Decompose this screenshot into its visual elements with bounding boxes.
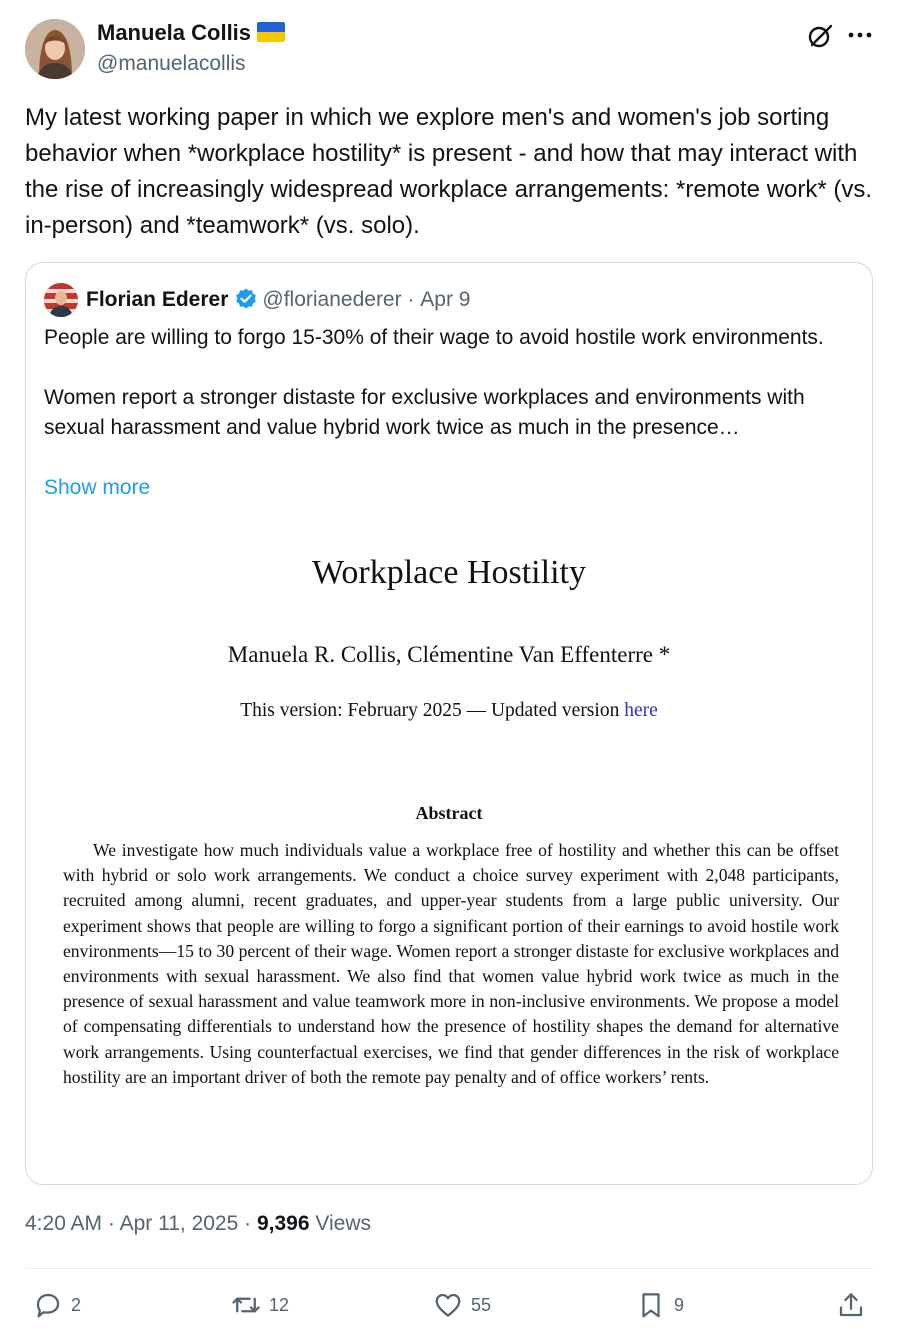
paper-image[interactable] (26, 516, 872, 1184)
share-icon (836, 1290, 866, 1320)
paper-title: Workplace Hostility (312, 554, 586, 591)
quoted-author-avatar[interactable] (44, 283, 78, 317)
quoted-tweet-date[interactable]: Apr 9 (420, 288, 471, 311)
heart-icon (433, 1290, 463, 1320)
quoted-author-name[interactable]: Florian Ederer (86, 288, 229, 311)
quoted-paragraph-2: Women report a stronger distaste for exclusive workplaces and environments with sexual harassment and value hybrid work twice as much in the presence… (44, 386, 805, 439)
tweet-meta (25, 1212, 371, 1236)
paper-version (26, 700, 872, 722)
more-options-icon[interactable] (846, 28, 874, 42)
views-label: Views (315, 1212, 372, 1235)
repost-icon (231, 1290, 261, 1320)
quoted-tweet-text (44, 323, 864, 443)
paper-authors: Manuela R. Collis, Clémentine Van Effenterre * (227, 642, 671, 667)
quoted-tweet-header (86, 285, 471, 315)
like-button[interactable] (433, 1289, 491, 1321)
paper-here-link: here (624, 700, 658, 721)
repost-button[interactable] (231, 1289, 289, 1321)
bookmark-icon (636, 1290, 666, 1320)
reply-icon (33, 1290, 63, 1320)
bookmark-button[interactable] (636, 1289, 684, 1321)
abstract-body: We investigate how much individuals value a workplace free of hostility and whether this can be offset with hybrid or solo work arrangements. We conduct a choice survey experiment with 2,048 participants, recruited among alumni, recent graduates, and upper-year students from a large public university. Our experiment shows that people are willing to forgo a significant portion of their earnings to avoid hostile work environments—15 to 30 percent of their wage. Women report a stronger distaste for exclusive workplaces and environments with sexual harassment. We also find that women value hybrid work twice as much in the presence of sexual harassment and value teamwork more in non-inclusive environments. We propose a model of compensating differentials to understand how the presence of hostility shapes the demand for alternative work arrangements. Using counterfactual exercises, we find that gender differences in the risk of workplace hostility are an important driver of both the remote pay penalty and of office workers’ rents. (63, 840, 839, 1087)
meta-separator-2: · (244, 1212, 252, 1235)
author-handle[interactable]: @manuelacollis (97, 52, 246, 75)
divider (25, 1268, 875, 1269)
paper-version-text: This version: February 2025 — Updated version (240, 700, 620, 721)
author-avatar[interactable] (25, 19, 85, 79)
ukraine-flag-icon (257, 22, 285, 42)
bookmark-count: 9 (674, 1294, 685, 1315)
tweet-date[interactable]: Apr 11, 2025 (119, 1212, 239, 1235)
header-separator: · (407, 288, 415, 311)
tweet-time[interactable]: 4:20 AM (25, 1212, 103, 1235)
meta-separator: · (107, 1212, 115, 1235)
views-count: 9,396 (256, 1212, 310, 1235)
quoted-paragraph-1: People are willing to forgo 15-30% of their wage to avoid hostile work environments. (44, 326, 824, 349)
verified-badge-icon (234, 287, 258, 311)
reply-count: 2 (71, 1294, 82, 1315)
grok-icon[interactable] (806, 22, 834, 50)
repost-count: 12 (269, 1294, 290, 1315)
like-count: 55 (471, 1294, 492, 1315)
reply-button[interactable] (33, 1289, 81, 1321)
quoted-tweet[interactable] (25, 262, 873, 1185)
author-display-name[interactable] (97, 20, 285, 46)
tweet-text: My latest working paper in which we explore men's and women's job sorting behavior when *workplace hostility* is present - and how that may interact with the rise of increasingly widespread workplace arrangements: *remote work* (vs. in-person) and *teamwork* (vs. solo). (25, 104, 873, 239)
show-more-link[interactable]: Show more (44, 476, 151, 499)
share-button[interactable] (836, 1289, 874, 1321)
abstract-heading: Abstract (415, 803, 483, 823)
quoted-author-handle[interactable]: @florianederer (262, 288, 402, 311)
author-name-text: Manuela Collis (97, 20, 252, 45)
